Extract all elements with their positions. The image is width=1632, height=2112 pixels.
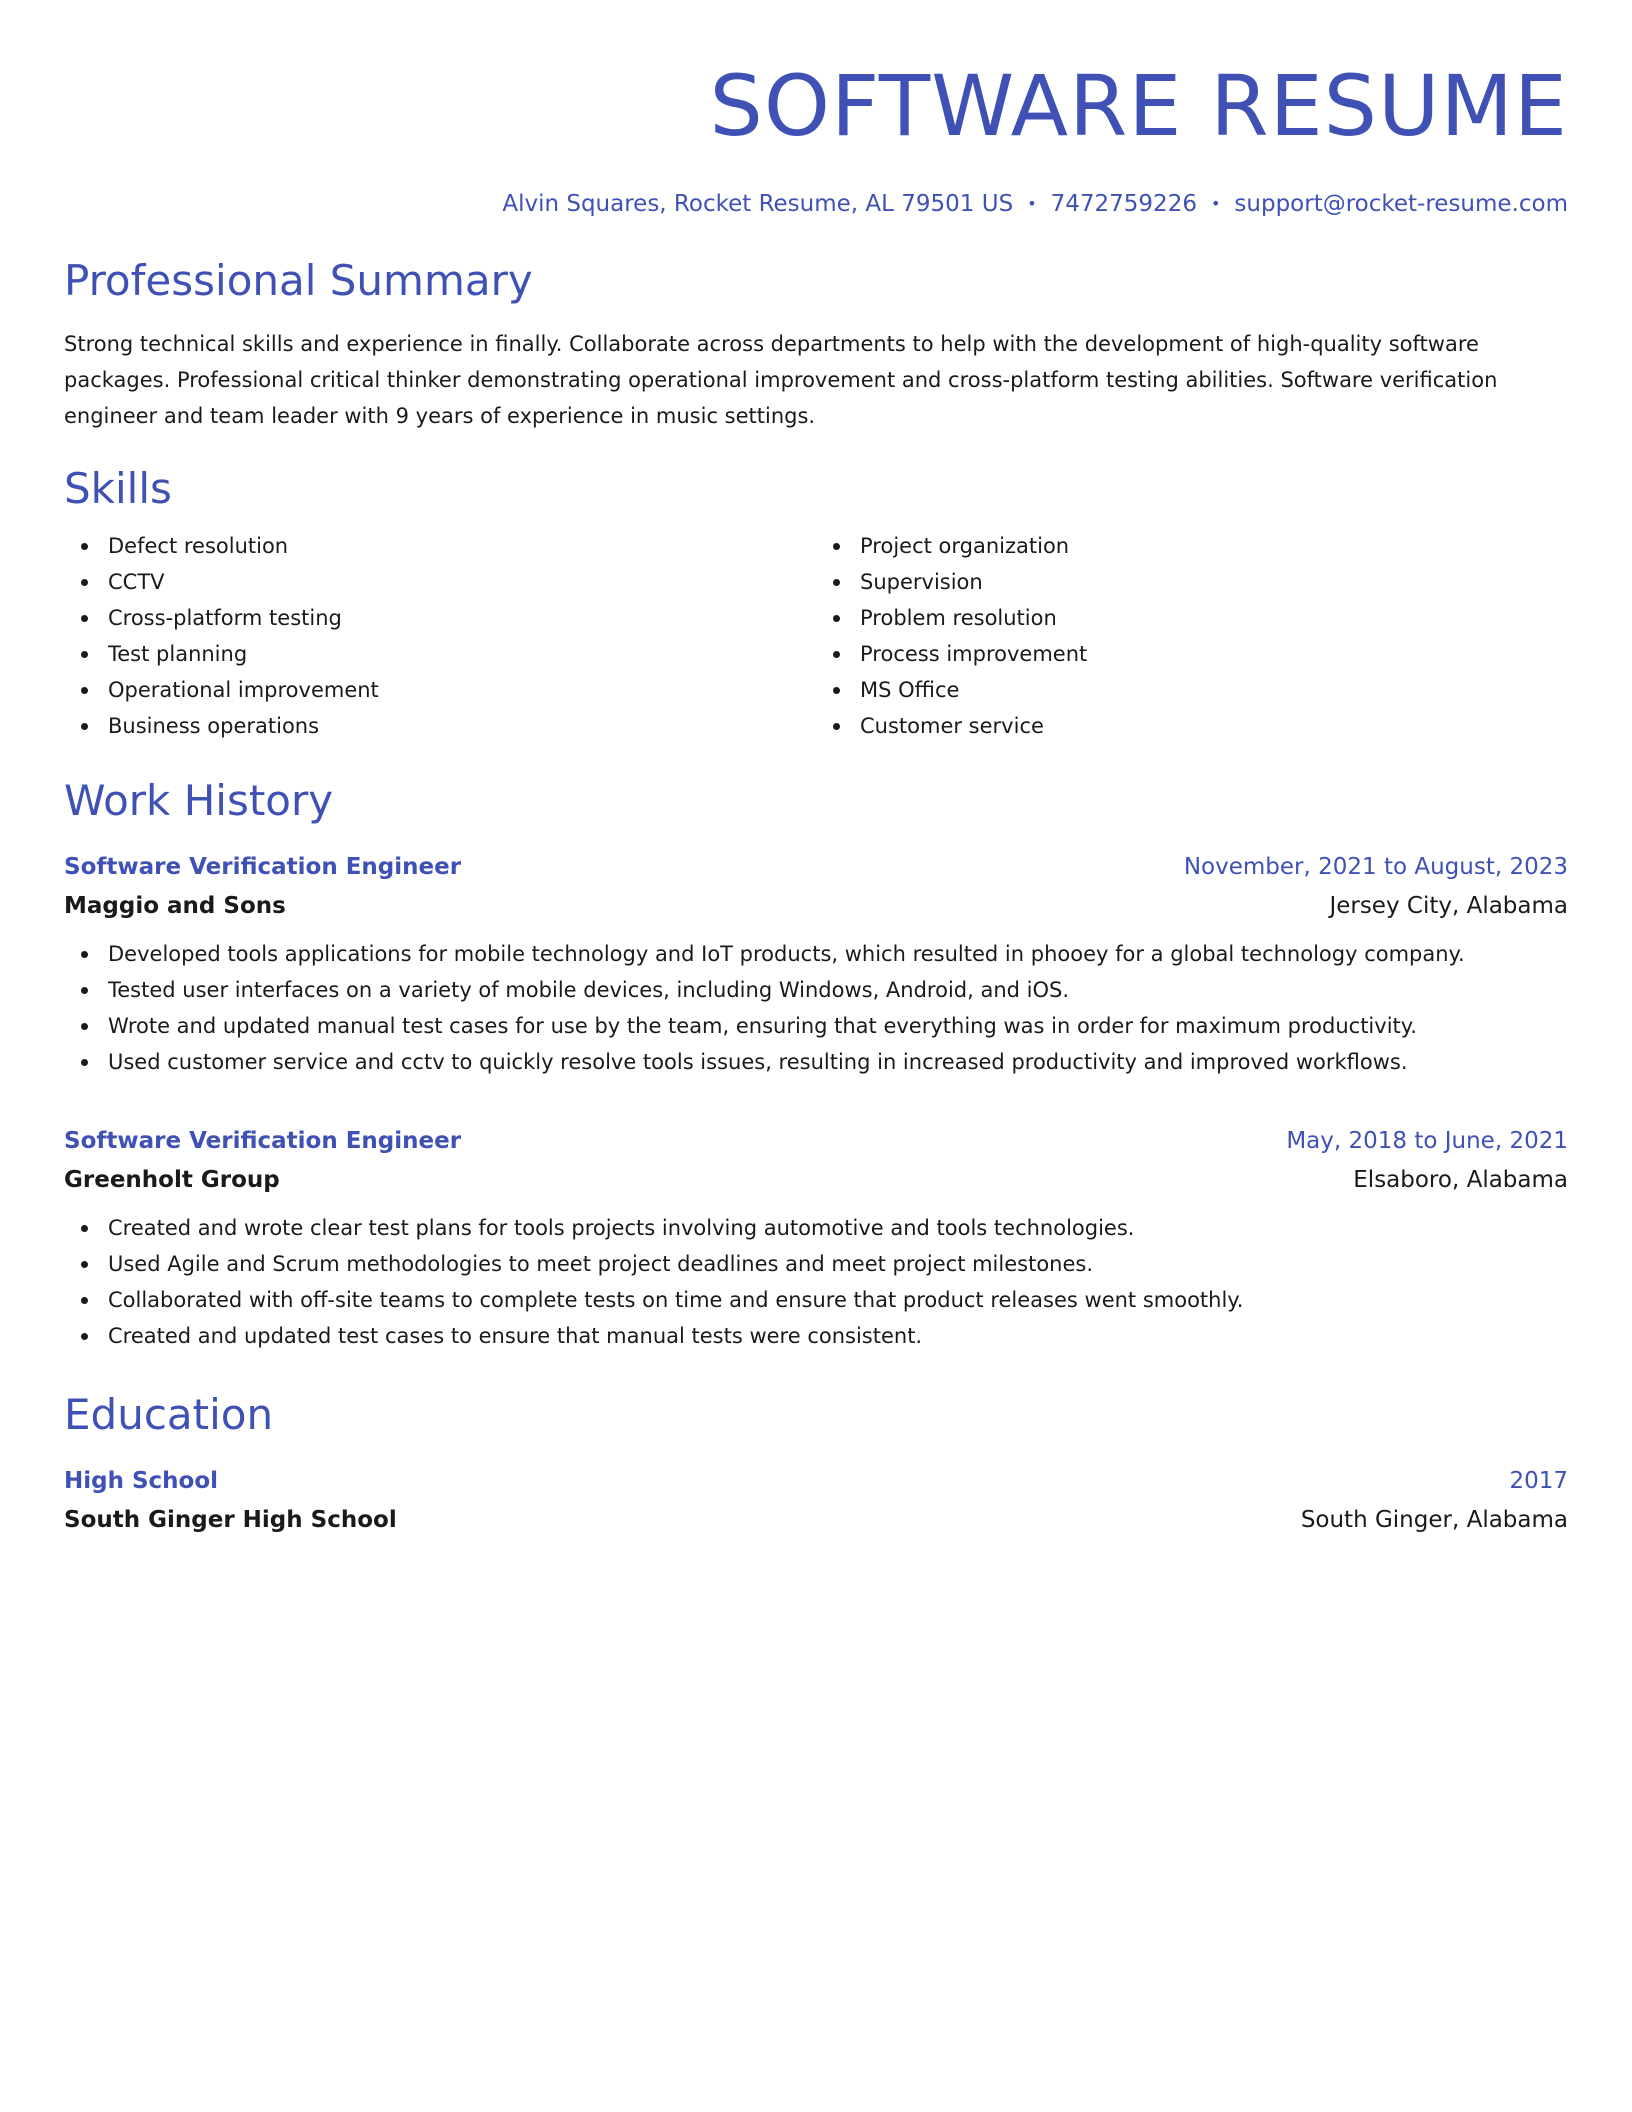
job-bullet: Collaborated with off-site teams to complete tests on time and ensure that product releases went smoothly. bbox=[108, 1282, 1568, 1318]
education-school-row bbox=[64, 1500, 1568, 1540]
section-title: Education bbox=[64, 1390, 274, 1439]
job-bullet: Used Agile and Scrum methodologies to meet project deadlines and meet project milestones. bbox=[108, 1246, 1568, 1282]
skill-item: Process improvement bbox=[860, 636, 1568, 672]
work-history-section bbox=[64, 774, 1568, 1354]
education-header-row bbox=[64, 1462, 1568, 1500]
job-company: Maggio and Sons bbox=[64, 893, 286, 919]
education-location: South Ginger, Alabama bbox=[1300, 1507, 1568, 1533]
job-header-row bbox=[64, 1122, 1568, 1160]
contact-phone: 7472759226 bbox=[1050, 191, 1197, 217]
education-entry bbox=[64, 1462, 1568, 1540]
job-location: Elsaboro, Alabama bbox=[1353, 1167, 1568, 1193]
contact-line bbox=[64, 188, 1568, 220]
job-bullets bbox=[64, 936, 1568, 1080]
resume-header bbox=[64, 56, 1568, 220]
job-entry bbox=[64, 848, 1568, 1080]
skill-item: Test planning bbox=[108, 636, 816, 672]
section-title: Skills bbox=[64, 464, 172, 513]
skill-item: MS Office bbox=[860, 672, 1568, 708]
skills-column-right bbox=[816, 528, 1568, 744]
job-bullet: Developed tools applications for mobile technology and IoT products, which resulted in phooey for a global technology company. bbox=[108, 936, 1568, 972]
skills-column-left bbox=[64, 528, 816, 744]
skill-item: Project organization bbox=[860, 528, 1568, 564]
skill-item: Problem resolution bbox=[860, 600, 1568, 636]
section-title: Professional Summary bbox=[64, 256, 533, 305]
job-dates: May, 2018 to June, 2021 bbox=[1286, 1128, 1568, 1154]
education-degree: High School bbox=[64, 1468, 219, 1494]
contact-email: support@rocket-resume.com bbox=[1234, 191, 1568, 217]
job-bullet: Created and wrote clear test plans for tools projects involving automotive and tools technologies. bbox=[108, 1210, 1568, 1246]
skills-grid bbox=[64, 528, 1568, 744]
professional-summary-section bbox=[64, 254, 1568, 434]
job-header-row bbox=[64, 848, 1568, 886]
skill-item: CCTV bbox=[108, 564, 816, 600]
skill-item: Cross-platform testing bbox=[108, 600, 816, 636]
skill-item: Defect resolution bbox=[108, 528, 816, 564]
job-company-row bbox=[64, 886, 1568, 926]
job-bullet: Wrote and updated manual test cases for use by the team, ensuring that everything was in order for maximum productivity. bbox=[108, 1008, 1568, 1044]
job-bullet: Created and updated test cases to ensure that manual tests were consistent. bbox=[108, 1318, 1568, 1354]
job-dates: November, 2021 to August, 2023 bbox=[1183, 854, 1568, 880]
job-title: Software Verification Engineer bbox=[64, 1128, 462, 1154]
job-bullets bbox=[64, 1210, 1568, 1354]
summary-text: Strong technical skills and experience in finally. Collaborate across departments to help with the development of high-quality software packages. Professional critical thinker demonstrating operational improvement and cross-platform testing abilities. Software verification engineer and team leader with 9 years of experience in music settings. bbox=[64, 332, 1498, 428]
education-year: 2017 bbox=[1509, 1468, 1568, 1494]
job-title: Software Verification Engineer bbox=[64, 854, 462, 880]
resume-title: SOFTWARE RESUME bbox=[709, 57, 1568, 155]
skill-item: Business operations bbox=[108, 708, 816, 744]
job-bullet: Used customer service and cctv to quickly resolve tools issues, resulting in increased productivity and improved workflows. bbox=[108, 1044, 1568, 1080]
contact-separator: • bbox=[1027, 194, 1037, 213]
skill-item: Supervision bbox=[860, 564, 1568, 600]
job-entry bbox=[64, 1122, 1568, 1354]
job-company-row bbox=[64, 1160, 1568, 1200]
education-school: South Ginger High School bbox=[64, 1507, 397, 1533]
skill-item: Customer service bbox=[860, 708, 1568, 744]
skills-section bbox=[64, 462, 1568, 744]
education-section bbox=[64, 1388, 1568, 1540]
job-company: Greenholt Group bbox=[64, 1167, 280, 1193]
section-title: Work History bbox=[64, 776, 334, 825]
contact-separator: • bbox=[1210, 194, 1221, 213]
job-bullet: Tested user interfaces on a variety of mobile devices, including Windows, Android, and iOS. bbox=[108, 972, 1568, 1008]
skill-item: Operational improvement bbox=[108, 672, 816, 708]
contact-address: Alvin Squares, Rocket Resume, AL 79501 US bbox=[502, 191, 1014, 217]
job-location: Jersey City, Alabama bbox=[1329, 893, 1568, 919]
